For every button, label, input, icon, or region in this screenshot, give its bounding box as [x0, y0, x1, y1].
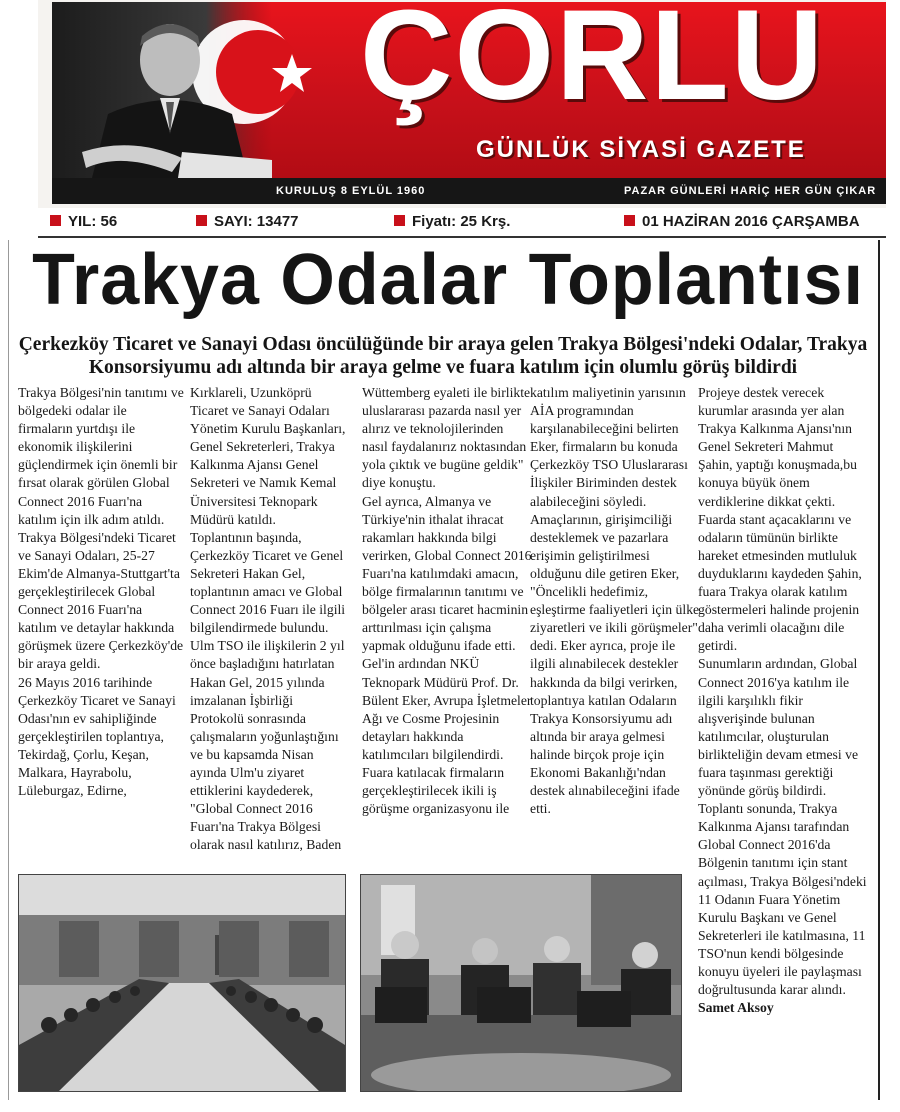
price-info	[394, 213, 510, 230]
article-column-4	[530, 384, 700, 818]
issue-info-bar	[38, 208, 886, 238]
article-column-5	[698, 384, 870, 1017]
bullet-square-icon	[624, 215, 635, 226]
year-label: YIL: 56	[68, 213, 118, 230]
bullet-square-icon	[50, 215, 61, 226]
article-column-1	[18, 384, 184, 800]
article-author: Samet Aksoy	[698, 1000, 774, 1016]
masthead-strip	[52, 178, 886, 204]
ataturk-portrait-image	[52, 2, 312, 178]
meeting-table-image	[19, 875, 345, 1091]
article-column-2	[190, 384, 350, 854]
year-info	[50, 213, 117, 230]
date-info	[624, 213, 860, 230]
issue-number-info	[196, 213, 299, 230]
price-label: Fiyatı: 25 Krş.	[412, 213, 511, 230]
masthead	[38, 0, 886, 208]
publication-schedule: PAZAR GÜNLERİ HARİÇ HER GÜN ÇIKAR	[624, 185, 877, 197]
column-rule-left	[8, 240, 9, 1100]
bullet-square-icon	[394, 215, 405, 226]
masthead-banner	[52, 2, 886, 178]
panel-speakers-photo	[360, 874, 682, 1092]
column-text: Projeye destek verecek kurumlar arasında yer alan Trakya Kalkınma Ajansı'nın Genel Sekreteri Mahmut Şahin, yaptığı konuşmada,bu konuya büyük önem verdiklerine dikkat çekti. Fuarda stant açacaklarını ve odaların tümünün birlikte hareket etmesinden mutluluk duyduklarını kaydeden Şahin, fuara Trakya olarak katılım göstermeleri halinde projenin daha verimli olacağını dile getirdi. Sunumların ardından, Global Connect 2016'ya katılım ile ilgili karşılıklı fikir alışverişinde bulunan katılımcılar, oluşturulan birlikteliğin devam etmesi ve fuara taşınması gerektiği yönünde görüş bildirdi. Toplantı sonunda, Trakya Kalkınma Ajansı tarafından Global Connect 2016'da Bölgenin tanıtımı için stant açılması, Trakya Bölgesi'ndeki 11 Odanın Fuara Yönetim Kurulu Başkanı ve Genel Sekreterleri ile katılmasına, 11 TSO'nun kendi bölgesinde konuyu üyeleri ile paylaşması doğrultusunda karar alındı.	[698, 385, 867, 998]
date-label: 01 HAZİRAN 2016 ÇARŞAMBA	[642, 213, 860, 230]
column-text: Trakya Bölgesi'nin tanıtımı ve bölgedeki odalar ile firmaların yurtdışı ile ekonomik ilişkilerini güçlendirmek için önemli bir fırsat olarak görülen Global Connect 2016 Fuarı'na katılım için ilk adım atıldı. Trakya Bölgesi'ndeki Ticaret ve Sanayi Odaları, 25-27 Ekim'de Almanya-Stuttgart'ta gerçekleştirilecek Global Connect 2016 Fuarı'na katılım ve detaylar hakkında görüşmek üzere Çerkezköy'de bir araya geldi. 26 Mayıs 2016 tarihinde Çerkezköy Ticaret ve Sanayi Odası'nın ev sahipliğinde gerçekleştirilen toplantıya, Tekirdağ, Çorlu, Keşan, Malkara, Hayrabolu, Lüleburgaz, Edirne,	[18, 385, 184, 799]
founding-date: KURULUŞ 8 EYLÜL 1960	[276, 185, 426, 197]
newspaper-subtitle: GÜNLÜK SİYASİ GAZETE	[476, 136, 806, 163]
bullet-square-icon	[196, 215, 207, 226]
column-text: Kırklareli, Uzunköprü Ticaret ve Sanayi Odaları Yönetim Kurulu Başkanları, Genel Sekreterleri, Trakya Kalkınma Ajansı Genel Sekreteri ve Namık Kemal Üniversitesi Teknopark Müdürü katıldı. Toplantının başında, Çerkezköy Ticaret ve Genel Sekreteri Hakan Gel, toplantının amacı ve Global Connect 2016 Fuarı ile ilgili bilgilendirmede bulundu. Ulm TSO ile ilişkilerin 2 yıl önce başladığını hatırlatan Hakan Gel, 2015 yılında imzalanan İşbirliği Protokolü sonrasında çalışmaların yoğunlaştığını ve bu kapsamda Nisan ayında Ulm'u ziyaret ettiklerini kaydederek, "Global Connect 2016 Fuarı'na Trakya Bölgesi olarak nasıl katılırız, Baden	[190, 385, 346, 853]
column-text: katılım maliyetinin yarısının AİA programından karşılanabileceğini belirten Eker, firmaların bu konuda Çerkezköy TSO Uluslararası İlişkiler Biriminden destek alabileceğini söyledi. Amaçlarının, girişimciliği desteklemek ve pazarlara erişimin geliştirilmesi olduğunu dile getiren Eker, "Öncelikli hedefimiz, eşleştirme faaliyetleri için ülke ziyaretleri ve ikili görüşmeler" dedi. Eker ayrıca, proje ile ilgili alınabilecek destekler hakkında da bilgi verirken, toplantıya katılan Odaların Trakya Konsorsiyumu adı altında bir araya gelmesi halinde birçok proje için Ekonomi Bakanlığı'ndan destek alınabileceğini ifade etti.	[530, 385, 700, 817]
meeting-room-photo	[18, 874, 346, 1092]
column-text: Wüttemberg eyaleti ile birlikte uluslararası pazarda nasıl yer alırız ve teknolojilerinden nasıl faydalanırız noktasından yola çıktık ve bugüne geldik" diye konuştu. Gel ayrıca, Almanya ve Türkiye'nin ithalat ihracat rakamları hakkında bilgi verirken, Global Connect 2016 Fuarı'na katılımdaki amacın, bölge firmalarının tanıtımı ve bölgeler arası ticaret hacminin arttırılması için çalışma yapmak olduğunu ifade etti. Gel'in ardından NKÜ Teknopark Müdürü Prof. Dr. Bülent Eker, Avrupa İşletmeler Ağı ve Cosme Projesinin detayları hakkında katılımcıları bilgilendirdi. Fuara katılacak firmaların gerçekleştirilecek ikili iş görüşme organizasyonu ile	[362, 385, 532, 817]
issue-number-label: SAYI: 13477	[214, 213, 299, 230]
column-rule-right	[878, 240, 880, 1100]
panel-speakers-image	[361, 875, 681, 1091]
article-column-3	[362, 384, 532, 818]
article-headline: Trakya Odalar Toplantısı	[32, 238, 864, 320]
newspaper-name: ÇORLU	[360, 2, 826, 127]
newspaper-logo	[350, 2, 886, 163]
article-subheadline: Çerkezköy Ticaret ve Sanayi Odası öncülüğünde bir araya gelen Trakya Bölgesi'ndeki Odalar, Trakya Konsorsiyumu adı altında bir araya gelme ve fuara katılım için olumlu görüş bildirdi	[18, 334, 868, 378]
